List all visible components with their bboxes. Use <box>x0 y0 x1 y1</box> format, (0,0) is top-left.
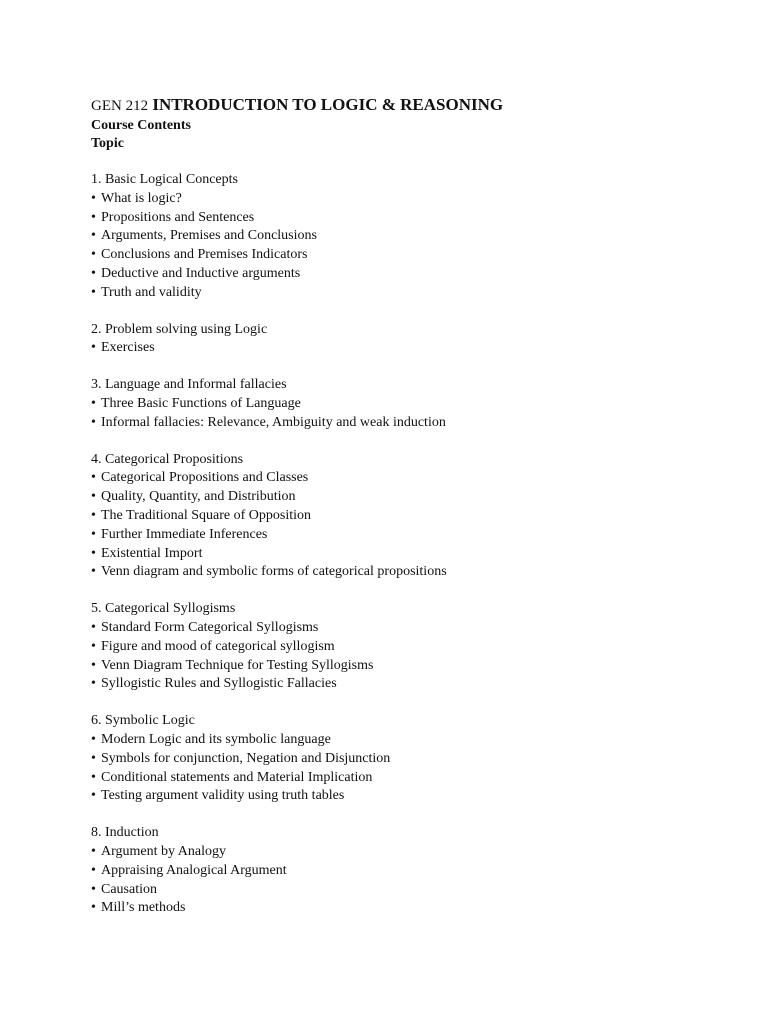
bullet-icon: • <box>91 676 96 692</box>
list-item-text: Propositions and Sentences <box>101 209 255 225</box>
course-title: INTRODUCTION TO LOGIC & REASONING <box>152 95 504 114</box>
list-item-text: Conditional statements and Material Implication <box>101 769 373 785</box>
list-item <box>91 526 731 545</box>
list-item <box>91 265 731 284</box>
list-item-text: Figure and mood of categorical syllogism <box>101 638 335 654</box>
bullet-icon: • <box>91 638 96 654</box>
bullet-icon: • <box>91 731 96 747</box>
bullet-icon: • <box>91 190 96 206</box>
topic-section <box>91 712 731 806</box>
bullet-icon: • <box>91 750 96 766</box>
topic-section <box>91 376 731 432</box>
list-item-text: Venn Diagram Technique for Testing Syllogisms <box>101 657 374 673</box>
bullet-icon: • <box>91 489 96 505</box>
topic-section <box>91 600 731 694</box>
list-item-text: Causation <box>101 881 157 897</box>
section-item-list <box>91 469 731 582</box>
list-item <box>91 881 731 900</box>
list-item <box>91 843 731 862</box>
section-item-list <box>91 619 731 694</box>
list-item-text: Argument by Analogy <box>101 843 226 859</box>
bullet-icon: • <box>91 657 96 673</box>
list-item <box>91 862 731 881</box>
bullet-icon: • <box>91 265 96 281</box>
list-item-text: Conclusions and Premises Indicators <box>101 247 308 263</box>
list-item <box>91 209 731 228</box>
list-item <box>91 899 731 918</box>
list-item-text: Informal fallacies: Relevance, Ambiguity and weak induction <box>101 414 446 430</box>
list-item-text: Deductive and Inductive arguments <box>101 265 301 281</box>
list-item <box>91 395 731 414</box>
list-item-text: The Traditional Square of Opposition <box>101 507 311 523</box>
bullet-icon: • <box>91 900 96 916</box>
document-page <box>91 94 731 918</box>
list-item-text: Symbols for conjunction, Negation and Disjunction <box>101 750 391 766</box>
list-item-text: What is logic? <box>101 190 182 206</box>
bullet-icon: • <box>91 470 96 486</box>
list-item <box>91 675 731 694</box>
section-heading: 8. Induction <box>91 825 159 841</box>
course-code: GEN 212 <box>91 98 149 114</box>
list-item <box>91 787 731 806</box>
list-item <box>91 469 731 488</box>
section-item-list <box>91 339 731 358</box>
section-item-list <box>91 731 731 806</box>
section-item-list <box>91 190 731 303</box>
section-item-list <box>91 395 731 433</box>
list-item <box>91 638 731 657</box>
course-contents-heading: Course Contents <box>91 118 191 133</box>
bullet-icon: • <box>91 526 96 542</box>
list-item-text: Appraising Analogical Argument <box>101 862 287 878</box>
section-heading: 6. Symbolic Logic <box>91 713 195 729</box>
bullet-icon: • <box>91 769 96 785</box>
list-item <box>91 488 731 507</box>
list-item <box>91 731 731 750</box>
list-item <box>91 563 731 582</box>
section-heading: 5. Categorical Syllogisms <box>91 601 236 617</box>
topic-heading: Topic <box>91 136 124 151</box>
bullet-icon: • <box>91 881 96 897</box>
topic-section <box>91 321 731 359</box>
list-item-text: Mill’s methods <box>101 900 186 916</box>
section-heading: 3. Language and Informal fallacies <box>91 377 287 393</box>
list-item <box>91 507 731 526</box>
list-item-text: Standard Form Categorical Syllogisms <box>101 619 319 635</box>
list-item-text: Categorical Propositions and Classes <box>101 470 309 486</box>
bullet-icon: • <box>91 507 96 523</box>
list-item <box>91 190 731 209</box>
bullet-icon: • <box>91 340 96 356</box>
list-item-text: Truth and validity <box>101 284 202 300</box>
topic-section <box>91 171 731 303</box>
sections-container <box>91 171 731 918</box>
list-item-text: Existential Import <box>101 545 203 561</box>
list-item-text: Venn diagram and symbolic forms of categorical propositions <box>101 564 447 580</box>
section-heading: 2. Problem solving using Logic <box>91 321 268 337</box>
topic-section <box>91 451 731 583</box>
section-item-list <box>91 843 731 918</box>
document-title <box>91 94 731 117</box>
list-item <box>91 769 731 788</box>
section-heading: 4. Categorical Propositions <box>91 451 244 467</box>
bullet-icon: • <box>91 545 96 561</box>
list-item <box>91 657 731 676</box>
list-item-text: Three Basic Functions of Language <box>101 395 301 411</box>
list-item <box>91 414 731 433</box>
list-item-text: Further Immediate Inferences <box>101 526 268 542</box>
list-item <box>91 284 731 303</box>
list-item <box>91 246 731 265</box>
list-item <box>91 227 731 246</box>
list-item-text: Arguments, Premises and Conclusions <box>101 228 317 244</box>
list-item-text: Exercises <box>101 340 155 356</box>
bullet-icon: • <box>91 619 96 635</box>
section-heading: 1. Basic Logical Concepts <box>91 172 238 187</box>
bullet-icon: • <box>91 414 96 430</box>
bullet-icon: • <box>91 209 96 225</box>
bullet-icon: • <box>91 284 96 300</box>
list-item <box>91 619 731 638</box>
list-item <box>91 750 731 769</box>
list-item-text: Quality, Quantity, and Distribution <box>101 489 296 505</box>
list-item <box>91 339 731 358</box>
bullet-icon: • <box>91 228 96 244</box>
bullet-icon: • <box>91 564 96 580</box>
list-item <box>91 545 731 564</box>
list-item-text: Modern Logic and its symbolic language <box>101 731 331 747</box>
bullet-icon: • <box>91 788 96 804</box>
bullet-icon: • <box>91 843 96 859</box>
bullet-icon: • <box>91 247 96 263</box>
topic-section <box>91 824 731 918</box>
bullet-icon: • <box>91 395 96 411</box>
bullet-icon: • <box>91 862 96 878</box>
list-item-text: Syllogistic Rules and Syllogistic Fallacies <box>101 676 337 692</box>
list-item-text: Testing argument validity using truth tables <box>101 788 345 804</box>
